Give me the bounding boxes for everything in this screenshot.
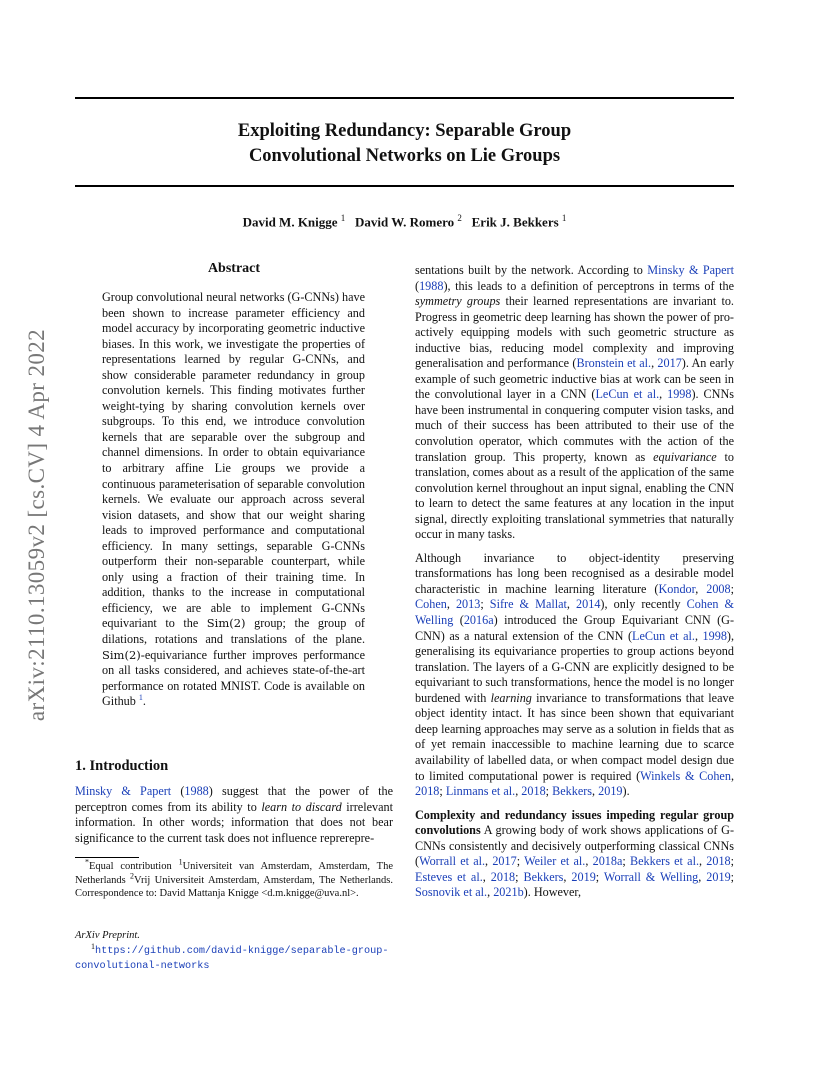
citation-link[interactable]: Bekkers xyxy=(552,784,593,799)
title-line-1: Exploiting Redundancy: Separable Group xyxy=(237,121,572,141)
citation-link[interactable]: Bekkers xyxy=(523,869,564,884)
intro-paragraph: Minsky & Papert (1988) suggest that the power of the perceptron comes from its ability to learn to discard irrelevant information. In other words; information that does not bear significance to the current task does not influence reprerepre- xyxy=(75,784,393,845)
paragraph-heading: Complexity and redundancy issues impeding regular group convolutions xyxy=(415,807,734,838)
math-sim2: Sim(2) xyxy=(102,647,141,662)
arxiv-identifier: arXiv:2110.13059v2 [cs.CV] 4 Apr 2022 xyxy=(24,328,49,722)
section-heading: 1. Introduction xyxy=(75,758,169,774)
affiliation-mark: 1 xyxy=(561,213,567,223)
citation-year-link[interactable]: 2017 xyxy=(657,356,682,371)
citation-link[interactable]: Winkels & Cohen xyxy=(640,768,731,783)
top-rule xyxy=(75,97,734,99)
citation-link[interactable]: Linmans et al. xyxy=(445,784,516,799)
citation-year-link[interactable]: 2018 xyxy=(415,784,440,799)
citation-link[interactable]: Weiler et al. xyxy=(524,854,586,869)
citation-year-link[interactable]: 2018 xyxy=(490,869,516,884)
arxiv-sidebar xyxy=(22,290,52,760)
citation-year-link[interactable]: 2018 xyxy=(706,854,731,869)
citation-year-link[interactable]: 1988 xyxy=(419,278,444,293)
citation-link[interactable]: Cohen xyxy=(415,597,447,612)
citation-link[interactable]: Bekkers et al. xyxy=(630,854,699,869)
citation-year-link[interactable]: 1998 xyxy=(702,628,727,643)
affiliation-mark: 1 xyxy=(340,213,346,223)
citation-year-link[interactable]: 2017 xyxy=(492,854,517,869)
footnotes: *Equal contribution $^1$Universiteit van Amsterdam, Amsterdam, The Netherlands $^2$Vrij Universiteit Amsterdam, Amsterdam, The Netherlands. Correspondence to: David Mattanja Knigge <d.m.knigge@uva.nl>. xyxy=(75,857,393,899)
citation-link[interactable]: Minsky & Papert xyxy=(647,263,734,277)
paragraph-invariance: Although invariance to object-identity preserving transformations has long been recognised as a desirable model characteristic in machine learning literature (Kondor, 2008; Cohen, 2013; Sifre & Mallat, 2014), only recently Cohen & Welling (2016a) introduced the Group Equivariant CNN (G-CNN) as a natural extension of the CNN (LeCun et al., 1998), generalising its equivariance properties to group actions beyond translation. The layers of a G-CNN are explicitly designed to be equivariant to such transformations, hence the model is no longer burdened with learning invariance to transformations that leave object identity intact. It has since been shown that equivariant deep learning approaches may serve as a solution in fields that as of yet remain inaccessible to machine learning due to scarce availability of labelled data, or when compact model design due to limited computational power is required (Winkels & Cohen, 2018; Linmans et al., 2018; Bekkers, 2019). xyxy=(415,550,735,799)
citation-year-link[interactable]: 2014 xyxy=(576,597,601,612)
citation-link[interactable]: Sosnovik et al. xyxy=(415,885,488,900)
citation-year-link[interactable]: 1998 xyxy=(667,387,692,402)
citation-year-link[interactable]: 2013 xyxy=(455,597,481,612)
author-name: David M. Knigge xyxy=(242,214,338,230)
preprint-note: ArXiv Preprint. xyxy=(75,930,140,941)
title-line-2: Convolutional Networks on Lie Groups xyxy=(248,146,561,166)
citation-link[interactable]: Worrall et al. xyxy=(419,854,486,869)
citation-link[interactable]: Bronstein et al. xyxy=(576,356,652,371)
author-name: David W. Romero xyxy=(355,214,455,230)
citation-year-link[interactable]: 2008 xyxy=(706,581,731,596)
github-link[interactable]: https://github.com/david-knigge/separable-group-convolutional-networks xyxy=(75,946,389,972)
right-column xyxy=(415,263,734,901)
citation-year-link[interactable]: 2019 xyxy=(598,784,623,799)
citation-year-link[interactable]: 2019 xyxy=(706,869,731,884)
title-bottom-rule xyxy=(75,185,734,187)
math-sim2: Sim(2) xyxy=(206,616,246,631)
abstract-body: Group convolutional neural networks (G-CNNs) have been shown to increase parameter efficiency and model accuracy by incorporating geometric inductive biases. In this work, we investigate the properties of representations learned by regular G-CNNs, and show considerable parameter redundancy in group convolution kernels. This finding motivates further weight-tying by sharing convolution kernels over subgroups. To this end, we introduce convolution kernels that are separable over the subgroup and channel dimensions. In order to obtain equivariance to arbitrary affine Lie groups we provide a continuous parameterisation of separable convolution kernels. We evaluate our approach across several vision datasets, and show that our weight sharing leads to improved performance and computational efficiency. In many settings, separable G-CNNs outperform their non-separable counterpart, while only using a fraction of their training time. In addition, thanks to the increase in computational efficiency, we are able to implement G-CNNs equivariant to the Sim(2) group; the group of dilations, rotations and translations of the plane. Sim(2)-equivariance further improves performance on all tasks considered, and achieves state-of-the-art performance on rotated MNIST. Code is available on Github $^1$. xyxy=(102,290,365,709)
intro-paragraph-continued: sentations built by the network. According to Minsky & Papert (1988), this leads to a definition of perceptrons in terms of the symmetry groups their learned representations are invariant to. Progress in geometric deep learning has shown the power of pro-actively equipping models with such geometric structure as inductive bias, reducing model complexity and improving generalisation and performance (Bronstein et al., 2017). An early example of such geometric inductive bias at work can be seen in the convolutional layer in a CNN (LeCun et al., 1998). CNNs have been instrumental in conquering computer vision tasks, and much of their success has been attributed to their use of the convolution operator, which commutes with the action of the translation group. This property, known as equivariance to translation, comes about as a result of the application of the same convolution kernel throughout an input signal, enabling the CNN to learn to detect the same features at any location in the input signal, directly exploiting translational symmetries that naturally occur in many tasks. xyxy=(415,263,735,542)
footnote-link[interactable]: 1 xyxy=(138,693,143,703)
affiliation-mark: 2 xyxy=(457,213,462,223)
citation-link[interactable]: Sifre & Mallat xyxy=(489,597,567,612)
citation-year-link[interactable]: 2019 xyxy=(571,869,596,884)
citation-year-link[interactable]: 2018a xyxy=(592,854,623,869)
citation-link[interactable]: Kondor xyxy=(658,581,696,596)
citation-link[interactable]: LeCun et al. xyxy=(595,387,660,402)
citation-year-link[interactable]: 1988 xyxy=(184,784,209,798)
author-list xyxy=(75,213,734,230)
abstract-heading: Abstract xyxy=(207,261,261,276)
citation-year-link[interactable]: 2016a xyxy=(463,613,494,628)
citation-year-link[interactable]: 2018 xyxy=(521,784,546,799)
github-footnote: $^1$https://github.com/david-knigge/separable-group-convolutional-networks xyxy=(75,941,389,972)
citation-year-link[interactable]: 2021b xyxy=(493,885,524,900)
paragraph-complexity: Complexity and redundancy issues impeding regular group convolutions A growing body of work shows applications of G-CNNs consistently and decisively outperforming classical CNNs (Worrall et al., 2017; Weiler et al., 2018a; Bekkers et al., 2018; Esteves et al., 2018; Bekkers, 2019; Worrall & Welling, 2019; Sosnovik et al., 2021b). However, xyxy=(415,807,735,900)
citation-link[interactable]: Minsky & Papert xyxy=(75,784,172,798)
citation-link[interactable]: LeCun et al. xyxy=(632,628,695,643)
citation-link[interactable]: Esteves et al. xyxy=(415,869,483,884)
author-name: Erik J. Bekkers xyxy=(471,214,559,230)
citation-link[interactable]: Worrall & Welling xyxy=(603,869,699,884)
citation-link[interactable]: Cohen & Welling xyxy=(415,597,735,628)
paper-title xyxy=(75,119,734,169)
